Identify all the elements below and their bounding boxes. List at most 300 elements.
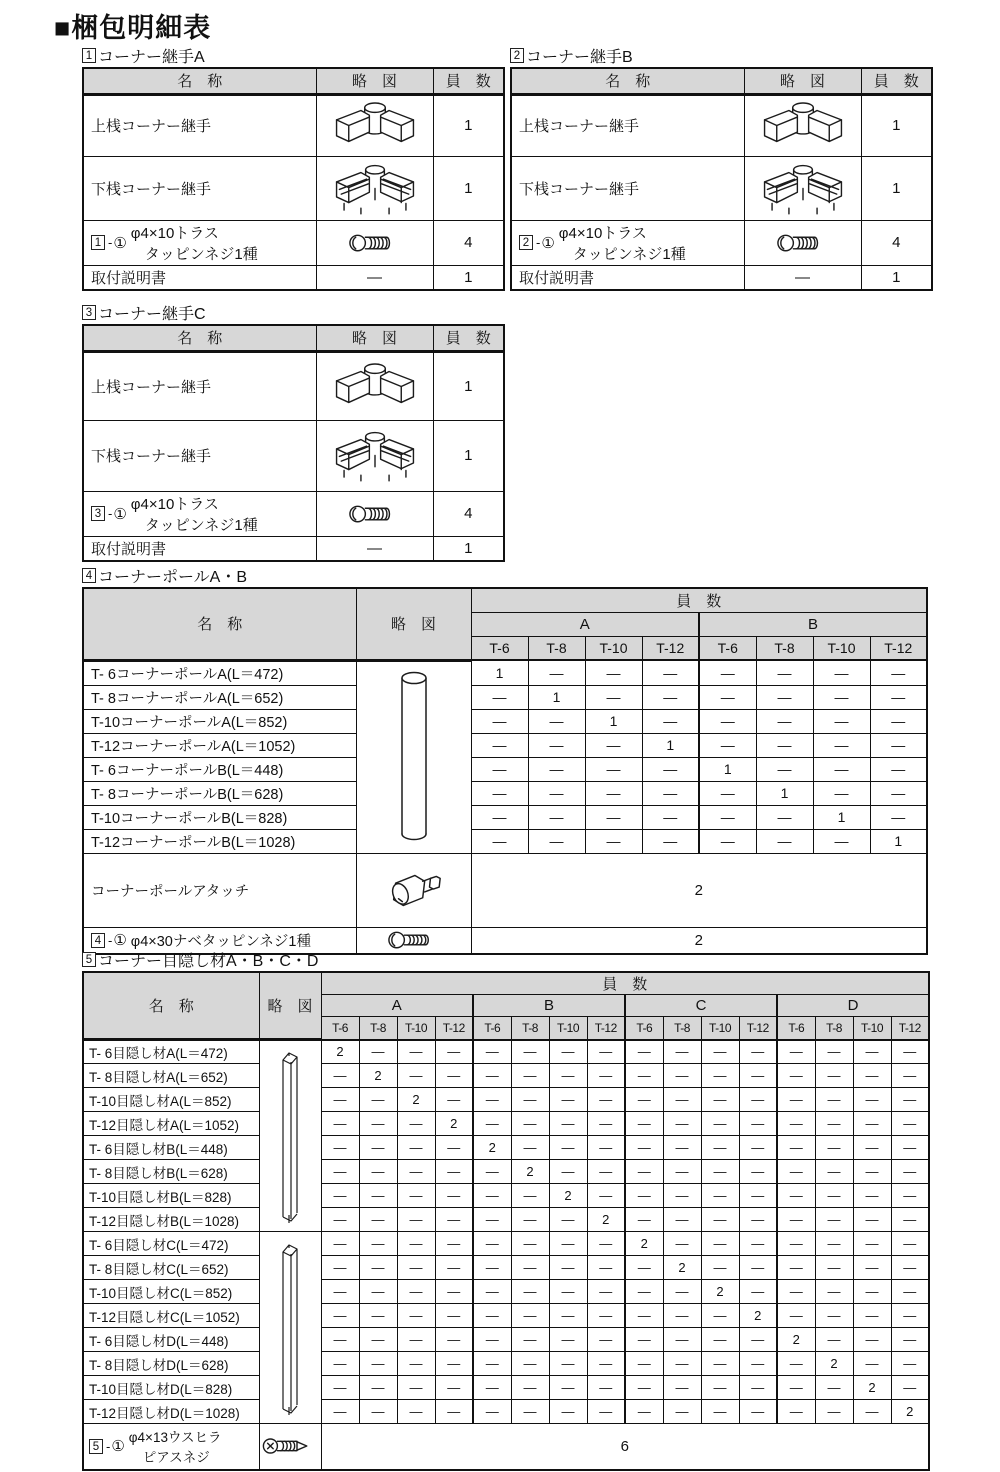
qty-cell: —	[756, 757, 813, 781]
qty-cell: —	[397, 1280, 435, 1304]
item-name-lines	[559, 222, 686, 264]
qty-cell: —	[473, 1328, 511, 1352]
circled-number: ①	[113, 932, 127, 950]
qty-cell: —	[777, 1184, 815, 1208]
qty-cell: —	[701, 1040, 739, 1064]
size-header: T-12	[435, 1017, 473, 1040]
item-name-lines	[91, 687, 283, 708]
item-name	[91, 115, 314, 136]
qty-cell: —	[701, 1160, 739, 1184]
qty-cell: —	[756, 733, 813, 757]
qty-cell: —	[739, 1184, 777, 1208]
qty-cell: —	[435, 1328, 473, 1352]
name-line: 下桟コーナー継手	[91, 180, 212, 198]
corner-pole-icon	[357, 669, 471, 845]
qty-cell: 2	[471, 853, 927, 927]
item-name	[91, 735, 354, 756]
qty-cell: —	[777, 1280, 815, 1304]
qty-cell: 1	[699, 757, 756, 781]
qty-cell: —	[777, 1088, 815, 1112]
circled-number: ①	[113, 234, 127, 252]
qty-cell: —	[435, 1208, 473, 1232]
qty-cell: —	[853, 1328, 891, 1352]
qty-cell: —	[701, 1208, 739, 1232]
qty-cell: —	[359, 1256, 397, 1280]
column-header-name: 名 称	[83, 972, 259, 1040]
qty-cell: —	[699, 733, 756, 757]
column-header-sketch: 略 図	[316, 68, 433, 94]
corner-joint-table	[82, 67, 505, 291]
qty-cell: —	[321, 1088, 359, 1112]
qty-cell: —	[587, 1112, 625, 1136]
qty-cell: —	[870, 781, 927, 805]
dash-placeholder: —	[316, 536, 433, 561]
qty-cell: —	[853, 1304, 891, 1328]
qty-cell: —	[625, 1376, 663, 1400]
item-name-lines	[89, 1402, 240, 1422]
item-name	[89, 1066, 257, 1086]
upper-corner-joint-icon	[317, 98, 433, 153]
prefix-separator: -	[108, 235, 113, 250]
qty-cell: —	[473, 1088, 511, 1112]
sketch-cell	[316, 491, 433, 536]
qty-cell: 2	[435, 1112, 473, 1136]
qty-cell: —	[359, 1136, 397, 1160]
qty-cell: —	[585, 660, 642, 685]
lower-corner-joint-icon	[745, 161, 861, 216]
qty-cell: —	[870, 805, 927, 829]
table-row	[83, 1184, 929, 1208]
qty-cell: —	[359, 1160, 397, 1184]
item-name-lines	[131, 493, 258, 535]
item-name-cell	[83, 94, 316, 156]
qty-cell: —	[853, 1184, 891, 1208]
table-label	[82, 566, 926, 585]
qty-cell: —	[815, 1256, 853, 1280]
item-name-cell	[83, 781, 356, 805]
item-name	[89, 1258, 257, 1278]
qty-cell: —	[663, 1304, 701, 1328]
qty-cell: —	[321, 1136, 359, 1160]
qty-cell: —	[815, 1040, 853, 1064]
qty-cell: —	[701, 1376, 739, 1400]
name-line: T- 6目隠し材A(L＝472)	[89, 1046, 228, 1061]
name-line: T-10目隠し材D(L＝828)	[89, 1381, 233, 1397]
qty-cell: —	[739, 1328, 777, 1352]
qty-cell: —	[870, 685, 927, 709]
column-header-qty: 員 数	[471, 588, 927, 612]
qty-cell: —	[549, 1376, 587, 1400]
item-prefix	[91, 234, 127, 252]
qty-cell: —	[359, 1112, 397, 1136]
sketch-cell	[744, 156, 861, 220]
qty-cell: —	[815, 1208, 853, 1232]
name-line: φ4×10トラス	[558, 224, 647, 242]
qty-cell: —	[511, 1040, 549, 1064]
item-name	[91, 880, 354, 901]
size-header: T-10	[701, 1017, 739, 1040]
qty-cell: —	[625, 1328, 663, 1352]
qty-cell: —	[321, 1352, 359, 1376]
qty-cell: —	[701, 1136, 739, 1160]
qty-cell: 4	[433, 491, 504, 536]
qty-cell: —	[321, 1304, 359, 1328]
qty-cell: —	[777, 1040, 815, 1064]
qty-cell: —	[359, 1304, 397, 1328]
table-row	[83, 1352, 929, 1376]
qty-cell: —	[397, 1352, 435, 1376]
table-row	[83, 1112, 929, 1136]
qty-cell: —	[813, 757, 870, 781]
qty-cell: —	[891, 1376, 929, 1400]
item-name-lines	[91, 759, 283, 780]
column-header-sketch: 略 図	[356, 588, 471, 660]
qty-cell: —	[853, 1160, 891, 1184]
item-name-cell	[83, 220, 316, 265]
item-name	[519, 115, 742, 136]
table-row	[83, 220, 504, 265]
table-block-corner-pole-ab	[82, 566, 926, 955]
qty-cell: —	[663, 1160, 701, 1184]
qty-cell: —	[815, 1112, 853, 1136]
item-name	[519, 267, 742, 288]
qty-cell: —	[473, 1256, 511, 1280]
qty-cell: —	[587, 1304, 625, 1328]
dash-placeholder: —	[744, 265, 861, 290]
item-name-cell	[83, 1376, 259, 1400]
qty-cell: —	[587, 1352, 625, 1376]
qty-cell: —	[321, 1184, 359, 1208]
name-line: T-12目隠し材B(L＝1028)	[89, 1213, 240, 1229]
qty-cell: —	[435, 1160, 473, 1184]
table-row	[83, 660, 927, 685]
qty-cell: —	[625, 1184, 663, 1208]
group-header-A: A	[321, 995, 473, 1017]
qty-cell: —	[870, 733, 927, 757]
item-name-cell	[83, 1304, 259, 1328]
qty-cell: —	[473, 1400, 511, 1424]
qty-cell: —	[511, 1376, 549, 1400]
boxed-number: 4	[82, 568, 96, 583]
size-header: T-12	[870, 636, 927, 660]
table-row	[83, 1280, 929, 1304]
qty-cell: —	[642, 660, 699, 685]
qty-cell: —	[777, 1208, 815, 1232]
qty-cell: —	[815, 1184, 853, 1208]
item-name	[91, 538, 314, 559]
item-name-lines	[91, 663, 283, 684]
table-row	[83, 1400, 929, 1424]
item-name-lines	[89, 1090, 232, 1110]
qty-cell: —	[321, 1328, 359, 1352]
qty-cell: —	[777, 1112, 815, 1136]
qty-cell: —	[549, 1208, 587, 1232]
qty-cell: —	[511, 1064, 549, 1088]
size-header: T-12	[587, 1017, 625, 1040]
item-name	[89, 1210, 257, 1230]
qty-cell: —	[870, 757, 927, 781]
item-name-cell	[83, 1112, 259, 1136]
name-line: T- 8コーナーポールB(L＝628)	[91, 786, 284, 803]
qty-cell: —	[511, 1352, 549, 1376]
qty-cell: —	[625, 1040, 663, 1064]
item-name	[89, 1402, 257, 1422]
qty-cell: —	[549, 1256, 587, 1280]
boxed-number: 1	[82, 48, 96, 63]
qty-cell: —	[815, 1088, 853, 1112]
qty-cell: —	[587, 1040, 625, 1064]
size-header: T-6	[321, 1017, 359, 1040]
qty-cell: —	[511, 1112, 549, 1136]
table-row	[511, 220, 932, 265]
qty-cell: —	[777, 1352, 815, 1376]
qty-cell: —	[815, 1160, 853, 1184]
name-line: T-12コーナーポールB(L＝1028)	[91, 834, 296, 851]
qty-cell: —	[587, 1088, 625, 1112]
item-name	[91, 493, 314, 535]
qty-cell: —	[549, 1232, 587, 1256]
qty-cell: —	[587, 1232, 625, 1256]
pole-table	[82, 587, 928, 955]
qty-cell: —	[739, 1040, 777, 1064]
qty-cell: 1	[861, 156, 932, 220]
name-line: φ4×30ナベタッピンネジ1種	[130, 933, 311, 950]
qty-cell: —	[435, 1136, 473, 1160]
item-name-lines	[519, 267, 594, 288]
table-row	[83, 709, 927, 733]
qty-cell: —	[777, 1160, 815, 1184]
table-row	[83, 1160, 929, 1184]
qty-cell: 6	[321, 1424, 929, 1470]
sketch-cell	[259, 1424, 321, 1470]
name-line: T- 8目隠し材D(L＝628)	[89, 1357, 229, 1373]
qty-cell: —	[663, 1088, 701, 1112]
table-row	[83, 757, 927, 781]
qty-cell: —	[870, 709, 927, 733]
qty-cell: —	[435, 1088, 473, 1112]
qty-cell: —	[528, 660, 585, 685]
qty-cell: —	[549, 1328, 587, 1352]
item-name	[89, 1378, 257, 1398]
item-name	[89, 1090, 257, 1110]
pierce-screw-icon	[260, 1436, 321, 1456]
item-name-cell	[83, 1328, 259, 1352]
qty-cell: —	[585, 685, 642, 709]
qty-cell: —	[511, 1208, 549, 1232]
item-name-cell	[83, 351, 316, 420]
qty-cell: —	[587, 1160, 625, 1184]
corner-joint-table	[82, 324, 505, 562]
qty-cell: —	[815, 1328, 853, 1352]
header-row	[83, 68, 504, 94]
qty-cell: —	[473, 1040, 511, 1064]
qty-cell: —	[699, 805, 756, 829]
name-line: T-12コーナーポールA(L＝1052)	[91, 738, 296, 755]
qty-cell: —	[471, 733, 528, 757]
qty-cell: —	[663, 1040, 701, 1064]
group-header-C: C	[625, 995, 777, 1017]
table-row	[83, 1064, 929, 1088]
qty-cell: —	[321, 1112, 359, 1136]
boxed-number: 2	[519, 235, 533, 250]
sketch-cell	[744, 94, 861, 156]
item-name-cell	[511, 94, 744, 156]
qty-cell: —	[511, 1328, 549, 1352]
qty-cell: —	[756, 805, 813, 829]
table-row	[83, 420, 504, 491]
size-header: T-8	[756, 636, 813, 660]
item-name-cell	[83, 491, 316, 536]
qty-cell: 2	[853, 1376, 891, 1400]
qty-cell: —	[397, 1136, 435, 1160]
qty-cell: —	[699, 660, 756, 685]
qty-cell: —	[587, 1280, 625, 1304]
qty-cell: —	[625, 1064, 663, 1088]
qty-cell: 1	[642, 733, 699, 757]
table-row	[83, 1256, 929, 1280]
item-name-lines	[91, 880, 249, 901]
qty-cell: —	[511, 1280, 549, 1304]
prefix-separator: -	[536, 235, 541, 250]
qty-cell: 2	[397, 1088, 435, 1112]
qty-cell: —	[853, 1088, 891, 1112]
name-line: T-10目隠し材C(L＝852)	[89, 1285, 233, 1301]
item-prefix	[91, 931, 127, 949]
header-row	[83, 325, 504, 351]
qty-cell: —	[625, 1136, 663, 1160]
item-name	[89, 1354, 257, 1374]
column-header-sketch: 略 図	[259, 972, 321, 1040]
qty-cell: —	[587, 1328, 625, 1352]
qty-cell: 2	[587, 1208, 625, 1232]
qty-cell: —	[813, 660, 870, 685]
qty-cell: —	[756, 709, 813, 733]
qty-cell: —	[435, 1376, 473, 1400]
item-name-lines	[89, 1162, 228, 1182]
name-line: T-10目隠し材B(L＝828)	[89, 1189, 232, 1205]
qty-cell: —	[549, 1160, 587, 1184]
qty-cell: —	[891, 1256, 929, 1280]
qty-cell: 1	[861, 265, 932, 290]
item-name	[91, 445, 314, 466]
qty-cell: —	[701, 1184, 739, 1208]
item-name-lines	[91, 783, 283, 804]
qty-cell: —	[471, 829, 528, 853]
qty-cell: —	[701, 1232, 739, 1256]
qty-cell: —	[625, 1304, 663, 1328]
corner-joint-table	[510, 67, 933, 291]
qty-cell: —	[359, 1280, 397, 1304]
qty-cell: —	[397, 1160, 435, 1184]
item-name	[519, 222, 742, 264]
name-line: タッピンネジ1種	[144, 245, 258, 263]
qty-cell: —	[739, 1136, 777, 1160]
qty-cell: —	[397, 1376, 435, 1400]
table-row	[83, 829, 927, 853]
item-name-lines	[91, 267, 166, 288]
item-name-cell	[83, 685, 356, 709]
size-header: T-8	[663, 1017, 701, 1040]
qty-cell: —	[891, 1328, 929, 1352]
sketch-cell	[356, 660, 471, 853]
qty-cell: —	[435, 1232, 473, 1256]
qty-cell: —	[397, 1040, 435, 1064]
qty-cell: —	[701, 1064, 739, 1088]
qty-cell: —	[853, 1208, 891, 1232]
qty-cell: —	[549, 1088, 587, 1112]
size-header: T-10	[813, 636, 870, 660]
item-name-lines	[91, 807, 287, 828]
qty-cell: —	[739, 1088, 777, 1112]
qty-cell: —	[359, 1328, 397, 1352]
table-label	[510, 46, 930, 65]
qty-cell: 1	[585, 709, 642, 733]
lower-corner-joint-icon	[317, 428, 433, 483]
qty-cell: —	[701, 1304, 739, 1328]
truss-screw-icon	[317, 503, 433, 525]
qty-cell: —	[397, 1184, 435, 1208]
qty-cell: —	[511, 1088, 549, 1112]
qty-cell: —	[815, 1304, 853, 1328]
qty-cell: 2	[359, 1064, 397, 1088]
qty-cell: —	[891, 1280, 929, 1304]
span-row	[83, 1424, 929, 1470]
qty-cell: —	[701, 1352, 739, 1376]
nabe-screw-icon	[357, 929, 471, 951]
size-header: T-8	[815, 1017, 853, 1040]
lower-corner-joint-icon	[317, 161, 433, 216]
qty-cell: —	[549, 1280, 587, 1304]
qty-cell: —	[471, 757, 528, 781]
name-line: T- 6コーナーポールA(L＝472)	[91, 666, 284, 683]
item-name-cell	[83, 853, 356, 927]
table-row	[83, 685, 927, 709]
qty-cell: —	[359, 1208, 397, 1232]
name-line: T- 8コーナーポールA(L＝652)	[91, 690, 284, 707]
table-row	[83, 1304, 929, 1328]
dash-placeholder: —	[316, 265, 433, 290]
qty-cell: —	[549, 1400, 587, 1424]
size-header: T-8	[359, 1017, 397, 1040]
qty-cell: —	[397, 1256, 435, 1280]
column-header-name: 名 称	[83, 588, 356, 660]
item-name-cell	[83, 1040, 259, 1064]
item-name	[91, 267, 314, 288]
name-line: T- 8目隠し材A(L＝652)	[89, 1069, 228, 1085]
name-line: T-12目隠し材A(L＝1052)	[89, 1117, 240, 1133]
item-name-lines	[89, 1306, 240, 1326]
qty-cell: —	[699, 829, 756, 853]
qty-cell: —	[777, 1304, 815, 1328]
qty-cell: —	[815, 1232, 853, 1256]
qty-cell: —	[471, 709, 528, 733]
sketch-cell	[259, 1232, 321, 1424]
qty-cell: —	[701, 1112, 739, 1136]
item-name	[89, 1162, 257, 1182]
boxed-number: 1	[91, 235, 105, 250]
boxed-number: 3	[91, 506, 105, 521]
name-line: φ4×10トラス	[130, 495, 219, 513]
qty-cell: 1	[528, 685, 585, 709]
item-name-cell	[83, 1232, 259, 1256]
item-name-lines	[89, 1042, 228, 1062]
item-name	[91, 222, 314, 264]
qty-cell: 2	[815, 1352, 853, 1376]
item-name-cell	[83, 1160, 259, 1184]
qty-cell: —	[397, 1328, 435, 1352]
qty-cell: —	[853, 1136, 891, 1160]
item-name-lines	[519, 178, 639, 199]
